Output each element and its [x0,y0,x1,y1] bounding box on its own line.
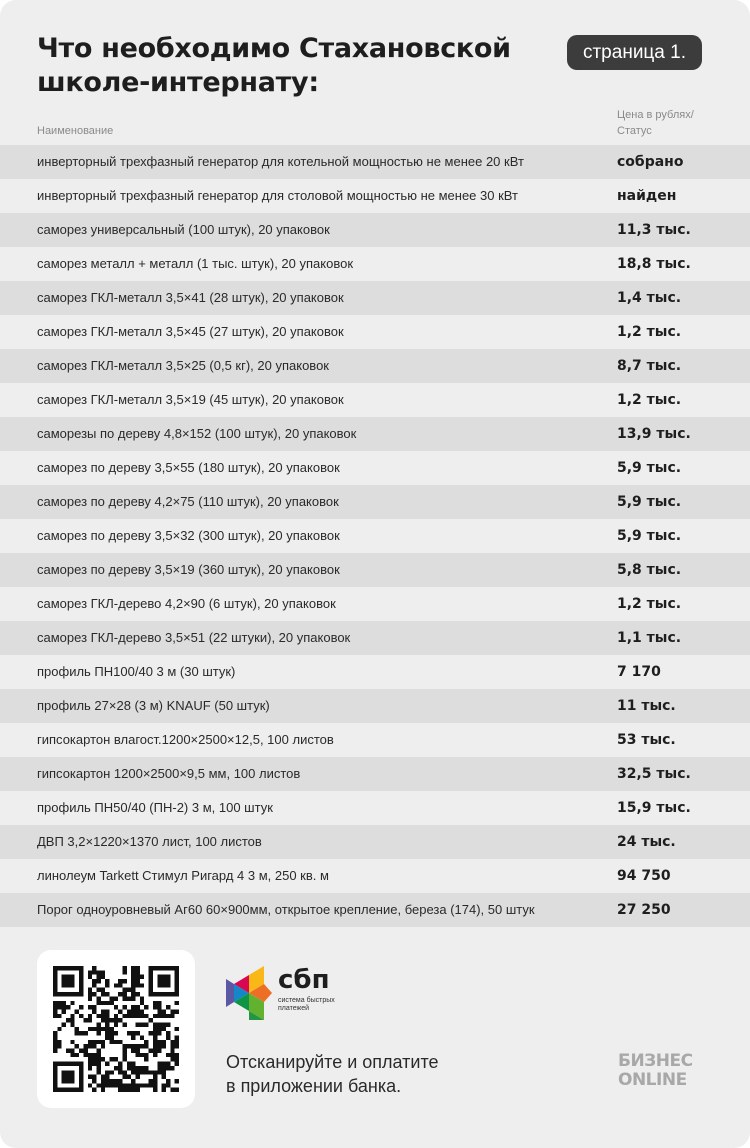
column-header-price [617,107,727,139]
item-price: 27 250 [617,902,671,918]
item-price: собрано [617,154,684,170]
table-row [0,281,750,315]
qr-code-icon [53,966,179,1092]
item-price: 24 тыс. [617,834,676,850]
item-name: Порог одноуровневый Аг60 60×900мм, открытое крепление, береза (174), 50 штук [37,902,535,917]
item-price: 11 тыс. [617,698,676,714]
table-row [0,179,750,213]
sbp-tagline: система быстрых платежей [278,997,335,1012]
table-row [0,723,750,757]
payment-instruction-line1: Отсканируйте и оплатите [226,1052,439,1072]
item-price: 1,1 тыс. [617,630,682,646]
qr-card [37,950,195,1108]
table-row [0,349,750,383]
table-row [0,689,750,723]
brand-line2: ONLINE [618,1070,687,1090]
table-row [0,893,750,927]
item-name: саморезы по дереву 4,8×152 (100 штук), 20 упаковок [37,426,357,441]
table-row [0,519,750,553]
item-price: 5,8 тыс. [617,562,682,578]
table-row [0,655,750,689]
item-price: 1,4 тыс. [617,290,682,306]
item-price: 1,2 тыс. [617,596,682,612]
sbp-wordmark: сбп [278,965,330,995]
table-row [0,213,750,247]
item-price: 5,9 тыс. [617,528,682,544]
biznes-online-logo [618,1052,693,1090]
item-price: 8,7 тыс. [617,358,682,374]
item-price: 53 тыс. [617,732,676,748]
table-row [0,417,750,451]
brand-line1: БИЗНЕС [618,1051,693,1071]
table-row [0,247,750,281]
item-name: саморез ГКЛ-металл 3,5×41 (28 штук), 20 упаковок [37,290,344,305]
item-name: саморез по дереву 3,5×32 (300 штук), 20 упаковок [37,528,340,543]
column-header-price-line2: Статус [617,125,652,137]
item-name: саморез ГКЛ-дерево 3,5×51 (22 штуки), 20 упаковок [37,630,351,645]
item-name: инверторный трехфазный генератор для столовой мощностью не менее 30 кВт [37,188,518,203]
column-header-name: Наименование [37,125,114,137]
item-name: гипсокартон 1200×2500×9,5 мм, 100 листов [37,766,301,781]
item-name: гипсокартон влагост.1200×2500×12,5, 100 листов [37,732,334,747]
item-name: профиль ПН50/40 (ПН-2) 3 м, 100 штук [37,800,273,815]
payment-instruction [226,1050,439,1098]
column-header-price-line1: Цена в рублях/ [617,109,694,121]
item-name: ДВП 3,2×1220×1370 лист, 100 листов [37,834,262,849]
table-row [0,791,750,825]
table-row [0,757,750,791]
item-name: профиль 27×28 (3 м) KNAUF (50 штук) [37,698,270,713]
table-row [0,859,750,893]
item-price: 15,9 тыс. [617,800,691,816]
items-table [0,145,750,927]
sbp-logo-icon [226,965,272,1021]
item-name: саморез по дереву 3,5×55 (180 штук), 20 упаковок [37,460,340,475]
item-name: саморез по дереву 3,5×19 (360 штук), 20 упаковок [37,562,340,577]
sbp-logo [226,965,335,1026]
item-name: саморез по дереву 4,2×75 (110 штук), 20 упаковок [37,494,339,509]
table-row [0,587,750,621]
table-row [0,383,750,417]
item-price: 13,9 тыс. [617,426,691,442]
item-name: профиль ПН100/40 3 м (30 штук) [37,664,236,679]
table-row [0,315,750,349]
item-name: саморез ГКЛ-дерево 4,2×90 (6 штук), 20 упаковок [37,596,336,611]
page-number-badge: страница 1. [567,35,702,70]
item-name: саморез ГКЛ-металл 3,5×19 (45 штук), 20 упаковок [37,392,344,407]
table-row [0,825,750,859]
item-price: 7 170 [617,664,661,680]
item-name: саморез ГКЛ-металл 3,5×45 (27 штук), 20 упаковок [37,324,344,339]
table-row [0,553,750,587]
item-price: 1,2 тыс. [617,392,682,408]
item-price: 5,9 тыс. [617,460,682,476]
table-row [0,145,750,179]
table-row [0,451,750,485]
item-name: инверторный трехфазный генератор для котельной мощностью не менее 20 кВт [37,154,524,169]
item-price: 11,3 тыс. [617,222,691,238]
item-name: линолеум Tarkett Стимул Ригард 4 3 м, 250 кв. м [37,868,329,883]
payment-instruction-line2: в приложении банка. [226,1076,402,1096]
item-name: саморез металл + металл (1 тыс. штук), 20 упаковок [37,256,354,271]
table-row [0,621,750,655]
page-title: Что необходимо Стахановской школе-интернату: [37,33,511,98]
item-price: 94 750 [617,868,671,884]
item-name: саморез ГКЛ-металл 3,5×25 (0,5 кг), 20 упаковок [37,358,329,373]
item-price: 32,5 тыс. [617,766,691,782]
item-price: 1,2 тыс. [617,324,682,340]
item-name: саморез универсальный (100 штук), 20 упаковок [37,222,330,237]
item-price: 5,9 тыс. [617,494,682,510]
item-price: 18,8 тыс. [617,256,691,272]
item-price: найден [617,188,677,204]
table-row [0,485,750,519]
